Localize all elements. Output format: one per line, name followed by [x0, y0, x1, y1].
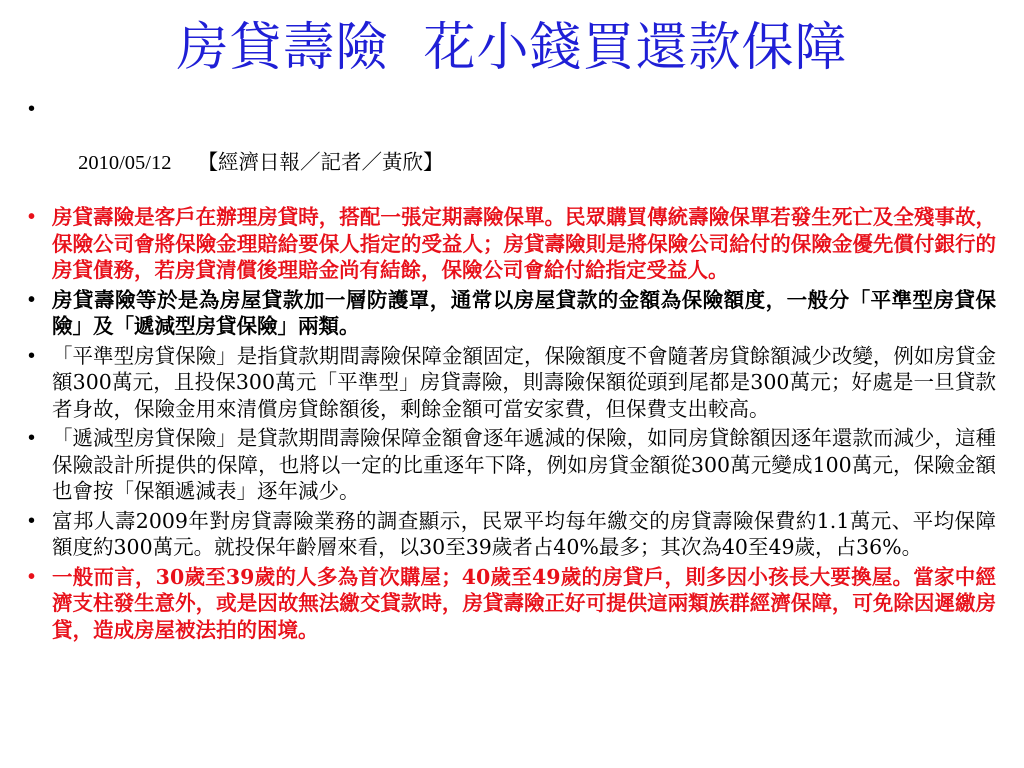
- bullet-text: 「遞減型房貸保險」是貸款期間壽險保障金額會逐年遞減的保險，如同房貸餘額因逐年還款而減少，這種保險設計所提供的保障，也將以一定的比重逐年下降，例如房貸金額從300萬元變成100萬元，保險金額也會按「保額遞減表」逐年減少。: [52, 426, 996, 503]
- bullet-dot-icon: •: [28, 206, 36, 228]
- article-source: 【經濟日報／記者／黃欣】: [197, 150, 444, 174]
- bullet-text: 房貸壽險是客戶在辦理房貸時，搭配一張定期壽險保單。民眾購買傳統壽險保單若發生死亡及全殘事故，保險公司會將保險金理賠給要保人指定的受益人；房貸壽險則是將保險公司給付的保險金優先償付銀行的房貸債務，若房貸清償後理賠金尚有結餘，保險公司會給付給指定受益人。: [52, 205, 996, 282]
- bullet-dot-icon: •: [28, 509, 36, 532]
- bullet-text: 富邦人壽2009年對房貸壽險業務的調查顯示，民眾平均每年繳交的房貸壽險保費約1.1萬元、平均保障額度約300萬元。就投保年齡層來看，以30至39歲者占40%最多；其次為40至49歲，占36%。: [52, 508, 996, 559]
- bullet-date: [24, 96, 996, 203]
- article-date: 2010/05/12: [78, 152, 172, 174]
- bullet-level-insurance: [24, 343, 996, 423]
- bullet-dot-icon: •: [28, 565, 36, 588]
- bullet-intro: [24, 204, 996, 284]
- slide-title: 房貸壽險 花小錢買還款保障: [176, 18, 848, 78]
- bullet-types: [24, 287, 996, 340]
- bullet-text: 「平準型房貸保險」是指貸款期間壽險保障金額固定，保險額度不會隨著房貸餘額減少改變，例如房貸金額300萬元，且投保300萬元「平準型」房貸壽險，則壽險保額從頭到尾都是300萬元；好處是一旦貸款者身故，保險金用來清償房貸餘額後，剩餘金額可當安家費，但保費支出較高。: [52, 343, 996, 421]
- bullet-survey: [24, 508, 996, 561]
- bullet-dot-icon: •: [28, 427, 36, 449]
- bullet-dot-icon: •: [28, 98, 36, 120]
- bullet-text: 房貸壽險等於是為房屋貸款加一層防護罩，通常以房屋貸款的金額為保險額度，一般分「平準型房貸保險」及「遞減型房貸保險」兩類。: [52, 287, 996, 338]
- bullet-list: [24, 96, 996, 646]
- bullet-dot-icon: •: [28, 344, 36, 367]
- bullet-text: 一般而言，30歲至39歲的人多為首次購屋；40歲至49歲的房貸戶，則多因小孩長大要換屋。當家中經濟支柱發生意外，或是因故無法繳交貸款時，房貸壽險正好可提供這兩類族群經濟保障，可免除因遲繳房貸，造成房屋被法拍的困境。: [52, 564, 996, 642]
- bullet-conclusion: [24, 564, 996, 644]
- bullet-decreasing-insurance: [24, 425, 996, 505]
- bullet-dot-icon: •: [28, 288, 36, 311]
